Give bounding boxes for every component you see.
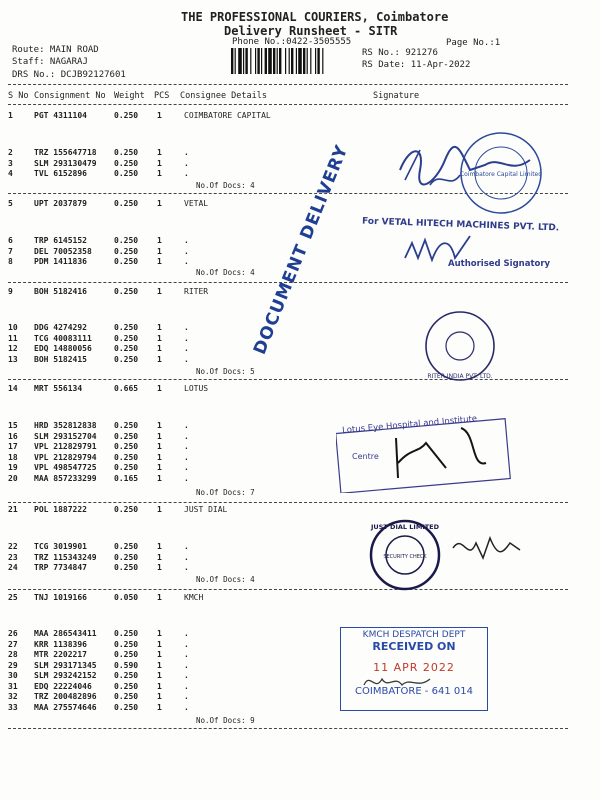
row-weight: 0.250 <box>114 702 139 712</box>
row-sno: 14 <box>8 384 18 393</box>
rs-number: RS No.: 921276 <box>362 48 438 58</box>
row-consignee: . <box>184 431 189 441</box>
row-weight: 0.250 <box>114 354 139 364</box>
row-weight: 0.250 <box>114 629 139 638</box>
row-consignment-no: SLM 293242152 <box>34 671 97 680</box>
row-consignment-no: TVL 6152896 <box>34 169 87 178</box>
row-weight: 0.250 <box>114 158 139 168</box>
row-weight: 0.250 <box>114 333 139 343</box>
barcode-bar <box>250 48 251 74</box>
row-sno: 4 <box>8 169 13 178</box>
docs-count: No.Of Docs: 9 <box>196 716 255 725</box>
row-consignment-no: TRZ 200482896 <box>34 692 97 701</box>
row-consignee: . <box>184 463 189 472</box>
row-weight: 0.250 <box>114 323 139 332</box>
col-sno: S No <box>8 91 29 101</box>
barcode-bar <box>291 48 293 74</box>
row-consignee: . <box>184 702 189 712</box>
row-consignment-no: DEL 70052358 <box>34 246 92 256</box>
row-sno: 6 <box>8 236 13 245</box>
row-pcs: 1 <box>157 552 162 562</box>
row-consignee: JUST DIAL <box>184 505 228 514</box>
row-sno: 16 <box>8 431 18 441</box>
row-consignment-no: PGT 4311104 <box>34 111 87 120</box>
signature-group1 <box>390 140 543 195</box>
row-consignee: . <box>184 542 189 551</box>
row-pcs: 1 <box>157 463 162 472</box>
barcode-bar <box>296 48 297 74</box>
barcode-bar <box>238 48 242 74</box>
row-consignment-no: KRR 1138396 <box>34 639 87 649</box>
row-consignee: . <box>184 257 189 266</box>
barcode-bar <box>257 48 259 74</box>
row-consignee: VETAL <box>184 199 209 208</box>
row-weight: 0.250 <box>114 671 139 680</box>
row-sno: 21 <box>8 505 18 514</box>
row-pcs: 1 <box>157 593 162 602</box>
row-weight: 0.250 <box>114 639 139 649</box>
docs-count: No.Of Docs: 5 <box>196 367 255 376</box>
row-sno: 22 <box>8 542 18 551</box>
row-consignee: . <box>184 692 189 701</box>
row-pcs: 1 <box>157 148 162 157</box>
row-consignment-no: MAA 857233299 <box>34 473 97 483</box>
row-sno: 28 <box>8 650 18 659</box>
row-pcs: 1 <box>157 473 162 483</box>
row-consignee: . <box>184 344 189 353</box>
vetal-stamp: For VETAL HITECH MACHINES PVT. LTD. <box>361 216 560 234</box>
kmch-received: RECEIVED ON <box>372 640 456 653</box>
row-consignment-no: VPL 212829791 <box>34 442 97 451</box>
row-consignee: . <box>184 681 189 691</box>
row-sno: 26 <box>8 629 18 638</box>
row-consignee: . <box>184 552 189 562</box>
row-sno: 33 <box>8 702 18 712</box>
row-pcs: 1 <box>157 236 162 245</box>
row-consignment-no: EDQ 22224046 <box>34 681 92 691</box>
col-pcs: PCS <box>154 91 170 101</box>
row-consignment-no: MAA 286543411 <box>34 629 97 638</box>
row-consignment-no: TCG 3019901 <box>34 542 87 551</box>
row-consignee: . <box>184 158 189 168</box>
row-pcs: 1 <box>157 442 162 451</box>
barcode-bar <box>243 48 244 74</box>
barcode-bar <box>273 48 275 74</box>
row-sno: 24 <box>8 563 18 572</box>
barcode-bar <box>277 48 278 74</box>
docs-count: No.Of Docs: 7 <box>196 488 255 497</box>
row-pcs: 1 <box>157 639 162 649</box>
route-label: Route: MAIN ROAD <box>12 45 99 55</box>
row-consignee: . <box>184 650 189 659</box>
row-consignment-no: SLM 293130479 <box>34 158 97 168</box>
row-sno: 29 <box>8 660 18 670</box>
barcode-bar <box>268 48 272 74</box>
row-pcs: 1 <box>157 650 162 659</box>
row-sno: 27 <box>8 639 18 649</box>
row-consignment-no: BOH 5182415 <box>34 354 87 364</box>
row-consignee: . <box>184 421 189 430</box>
barcode-bar <box>255 48 256 74</box>
row-consignment-no: BOH 5182416 <box>34 287 87 296</box>
row-sno: 17 <box>8 442 18 451</box>
row-sno: 30 <box>8 671 18 680</box>
row-pcs: 1 <box>157 384 162 393</box>
barcode-bar <box>322 48 323 74</box>
barcode-bar <box>265 48 267 74</box>
row-consignment-no: MAA 275574646 <box>34 702 97 712</box>
row-consignee: . <box>184 246 189 256</box>
col-consignee: Consignee Details <box>180 91 267 101</box>
justdial-seal <box>365 515 445 595</box>
document-delivery-stamp: DOCUMENT DELIVERY <box>250 142 353 358</box>
row-pcs: 1 <box>157 199 162 208</box>
barcode-bar <box>310 48 311 74</box>
kmch-signature <box>360 667 440 697</box>
row-consignment-no: TRZ 115343249 <box>34 552 97 562</box>
row-pcs: 1 <box>157 354 162 364</box>
justdial-signature <box>448 528 528 568</box>
barcode-bar <box>315 48 316 74</box>
row-weight: 0.250 <box>114 463 139 472</box>
row-consignment-no: SLM 293152704 <box>34 431 97 441</box>
row-consignment-no: MTR 2202217 <box>34 650 87 659</box>
row-consignment-no: PDM 1411836 <box>34 257 87 266</box>
row-sno: 5 <box>8 199 13 208</box>
barcode-bar <box>317 48 319 74</box>
row-weight: 0.250 <box>114 344 139 353</box>
row-consignee: KMCH <box>184 593 204 602</box>
row-consignment-no: DDG 4274292 <box>34 323 87 332</box>
col-weight: Weight <box>114 91 145 101</box>
row-weight: 0.250 <box>114 650 139 659</box>
row-pcs: 1 <box>157 323 162 332</box>
row-sno: 3 <box>8 158 13 168</box>
row-weight: 0.250 <box>114 681 139 691</box>
row-consignee: . <box>184 333 189 343</box>
row-consignee: COIMBATORE CAPITAL <box>184 111 271 120</box>
row-weight: 0.665 <box>114 384 139 393</box>
barcode-bar <box>303 48 305 74</box>
barcode-bar <box>231 48 233 74</box>
row-weight: 0.250 <box>114 452 139 462</box>
row-pcs: 1 <box>157 660 162 670</box>
row-consignee: . <box>184 169 189 178</box>
row-pcs: 1 <box>157 421 162 430</box>
row-consignee: . <box>184 660 189 670</box>
row-pcs: 1 <box>157 158 162 168</box>
row-weight: 0.250 <box>114 692 139 701</box>
row-sno: 8 <box>8 257 13 266</box>
row-weight: 0.250 <box>114 236 139 245</box>
row-sno: 13 <box>8 354 18 364</box>
row-pcs: 1 <box>157 692 162 701</box>
barcode-bar <box>307 48 308 74</box>
col-consignment: Consignment No <box>34 91 106 101</box>
row-weight: 0.250 <box>114 563 139 572</box>
row-weight: 0.250 <box>114 148 139 157</box>
row-weight: 0.250 <box>114 199 139 208</box>
coimbatore-capital-seal-text: Coimbatore Capital Limited <box>459 171 543 178</box>
row-pcs: 1 <box>157 246 162 256</box>
col-signature: Signature <box>373 91 420 101</box>
row-sno: 23 <box>8 552 18 562</box>
group-separator <box>8 502 568 503</box>
row-weight: 0.050 <box>114 593 139 602</box>
row-sno: 19 <box>8 463 18 472</box>
row-weight: 0.250 <box>114 169 139 178</box>
row-consignment-no: VPL 212829794 <box>34 452 97 462</box>
docs-count: No.Of Docs: 4 <box>196 575 255 584</box>
row-weight: 0.250 <box>114 257 139 266</box>
kmch-title: KMCH DESPATCH DEPT <box>362 630 466 640</box>
riter-seal-text: RITER INDIA PVT. LTD. <box>427 373 493 380</box>
staff-label: Staff: NAGARAJ <box>12 57 88 67</box>
row-consignment-no: TRZ 155647718 <box>34 148 97 157</box>
row-consignment-no: TRP 6145152 <box>34 236 87 245</box>
row-weight: 0.250 <box>114 287 139 296</box>
row-consignment-no: TNJ 1019166 <box>34 593 87 602</box>
group-separator <box>8 728 568 729</box>
row-consignment-no: HRD 352812838 <box>34 421 97 430</box>
row-sno: 20 <box>8 473 18 483</box>
row-sno: 31 <box>8 681 18 691</box>
row-pcs: 1 <box>157 257 162 266</box>
barcode <box>231 48 355 74</box>
row-consignment-no: MRT 556134 <box>34 384 83 393</box>
row-consignment-no: UPT 2037879 <box>34 199 87 208</box>
row-sno: 10 <box>8 323 18 332</box>
row-sno: 7 <box>8 246 13 256</box>
row-sno: 11 <box>8 333 18 343</box>
row-sno: 12 <box>8 344 18 353</box>
row-pcs: 1 <box>157 287 162 296</box>
row-weight: 0.250 <box>114 431 139 441</box>
company-title: THE PROFESSIONAL COURIERS, Coimbatore <box>181 10 449 24</box>
phone-number: Phone No.:0422-3505555 <box>232 37 352 47</box>
row-weight: 0.250 <box>114 442 139 451</box>
vetal-authorised: Authorised Signatory <box>448 259 551 269</box>
row-consignee: . <box>184 629 189 638</box>
docs-count: No.Of Docs: 4 <box>196 181 255 190</box>
row-pcs: 1 <box>157 344 162 353</box>
row-consignee: . <box>184 354 189 364</box>
row-weight: 0.165 <box>114 473 139 483</box>
row-pcs: 1 <box>157 563 162 572</box>
row-weight: 0.250 <box>114 542 139 551</box>
row-weight: 0.250 <box>114 505 139 514</box>
row-pcs: 1 <box>157 431 162 441</box>
barcode-bar <box>235 48 236 74</box>
row-weight: 0.250 <box>114 421 139 430</box>
row-consignee: . <box>184 148 189 157</box>
sheet-title: Delivery Runsheet - SITR <box>224 24 398 38</box>
justdial-seal-text: JUST DIAL LIMITED <box>370 523 440 531</box>
row-pcs: 1 <box>157 629 162 638</box>
row-sno: 25 <box>8 593 18 602</box>
row-pcs: 1 <box>157 702 162 712</box>
lotus-stamp-text: Lotus Eye Hospital and Institute <box>341 414 478 436</box>
docs-count: No.Of Docs: 4 <box>196 268 255 277</box>
page-number: Page No.:1 <box>446 38 501 48</box>
drs-number: DRS No.: DCJB92127601 <box>12 70 126 80</box>
row-weight: 0.590 <box>114 660 139 670</box>
barcode-bar <box>298 48 302 74</box>
row-pcs: 1 <box>157 542 162 551</box>
row-consignee: . <box>184 442 189 451</box>
barcode-bar <box>261 48 262 74</box>
row-consignee: . <box>184 563 189 572</box>
barcode-bar <box>245 48 247 74</box>
row-consignee: . <box>184 236 189 245</box>
row-consignee: . <box>184 323 189 332</box>
row-consignment-no: EDQ 14880056 <box>34 344 92 353</box>
row-consignment-no: VPL 498547725 <box>34 463 97 472</box>
row-consignee: . <box>184 473 189 483</box>
barcode-bar <box>289 48 290 74</box>
row-consignee: . <box>184 671 189 680</box>
row-sno: 9 <box>8 287 13 296</box>
row-weight: 0.250 <box>114 246 139 256</box>
row-consignment-no: POL 1887222 <box>34 505 87 514</box>
row-sno: 32 <box>8 692 18 701</box>
row-consignment-no: SLM 293171345 <box>34 660 97 670</box>
row-consignee: . <box>184 639 189 649</box>
row-sno: 1 <box>8 111 13 120</box>
barcode-bar <box>279 48 281 74</box>
justdial-seal-inner: SECURITY CHECK <box>383 554 427 560</box>
row-weight: 0.250 <box>114 552 139 562</box>
row-consignee: LOTUS <box>184 384 209 393</box>
rs-date: RS Date: 11-Apr-2022 <box>362 60 471 70</box>
row-pcs: 1 <box>157 681 162 691</box>
kmch-city: COIMBATORE - 641 014 <box>355 686 473 697</box>
barcode-bar <box>285 48 286 74</box>
row-consignee: RITER <box>184 287 209 296</box>
row-pcs: 1 <box>157 671 162 680</box>
row-pcs: 1 <box>157 111 162 120</box>
row-pcs: 1 <box>157 452 162 462</box>
row-sno: 18 <box>8 452 18 462</box>
row-sno: 15 <box>8 421 18 430</box>
row-consignment-no: TRP 7734847 <box>34 563 87 572</box>
row-sno: 2 <box>8 148 13 157</box>
row-consignment-no: TCG 40083111 <box>34 333 92 343</box>
row-pcs: 1 <box>157 169 162 178</box>
lotus-stamp-sub: Centre <box>352 452 379 461</box>
riter-seal <box>420 306 500 386</box>
row-weight: 0.250 <box>114 111 139 120</box>
row-pcs: 1 <box>157 333 162 343</box>
group-separator <box>8 589 568 590</box>
row-pcs: 1 <box>157 505 162 514</box>
kmch-date: 11 APR 2022 <box>373 661 455 674</box>
row-consignee: . <box>184 452 189 462</box>
